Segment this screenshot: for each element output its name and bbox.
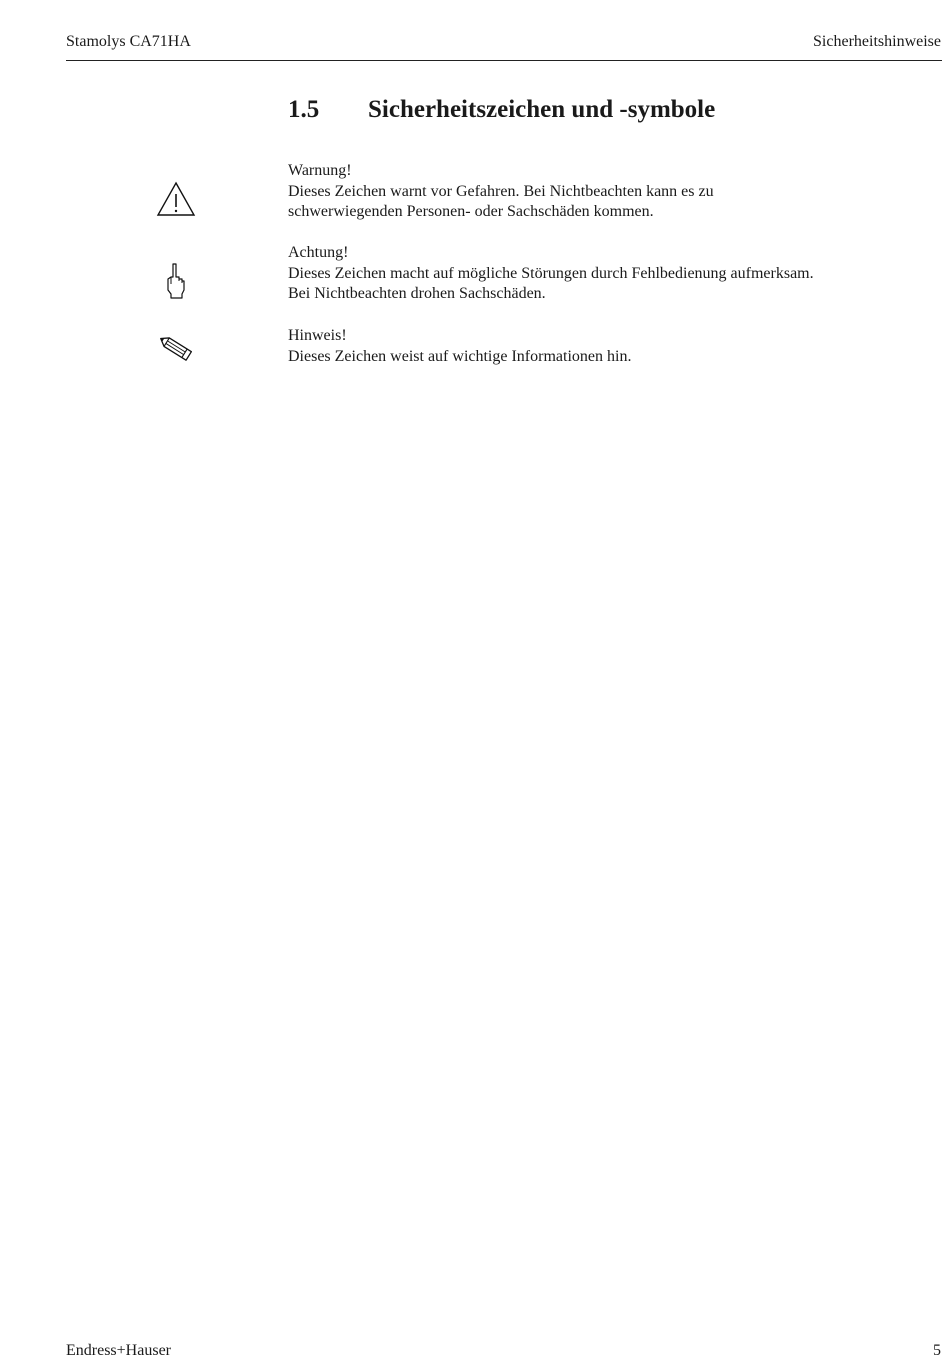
- header-chapter-title: Sicherheitshinweise: [813, 33, 941, 50]
- notice-text-line: Dieses Zeichen warnt vor Gefahren. Bei Nichtbeachten kann es zu: [288, 182, 714, 200]
- pointing-hand-icon: [164, 262, 188, 300]
- section-number: 1.5: [288, 96, 320, 123]
- notice-title: Hinweis!: [288, 327, 347, 344]
- notice-warning: [288, 161, 908, 223]
- notice-attention: [288, 243, 908, 305]
- notice-text-line: schwerwiegenden Personen- oder Sachschäden kommen.: [288, 203, 654, 221]
- warning-triangle-icon: [156, 181, 196, 217]
- header-doc-title: Stamolys CA71HA: [66, 33, 191, 50]
- header-divider: [66, 60, 942, 61]
- notice-note: [288, 326, 908, 367]
- page-number: 5: [933, 1342, 941, 1359]
- notice-title: Warnung!: [288, 162, 352, 179]
- notice-title: Achtung!: [288, 244, 349, 261]
- notice-text-line: Dieses Zeichen macht auf mögliche Störungen durch Fehlbedienung aufmerksam.: [288, 264, 814, 282]
- footer-company: Endress+Hauser: [66, 1342, 171, 1359]
- notice-text-line: Dieses Zeichen weist auf wichtige Informationen hin.: [288, 347, 632, 365]
- pencil-icon: [156, 333, 196, 363]
- notice-text-line: Bei Nichtbeachten drohen Sachschäden.: [288, 285, 546, 303]
- section-title: Sicherheitszeichen und -symbole: [368, 96, 716, 123]
- section-heading: [288, 96, 715, 124]
